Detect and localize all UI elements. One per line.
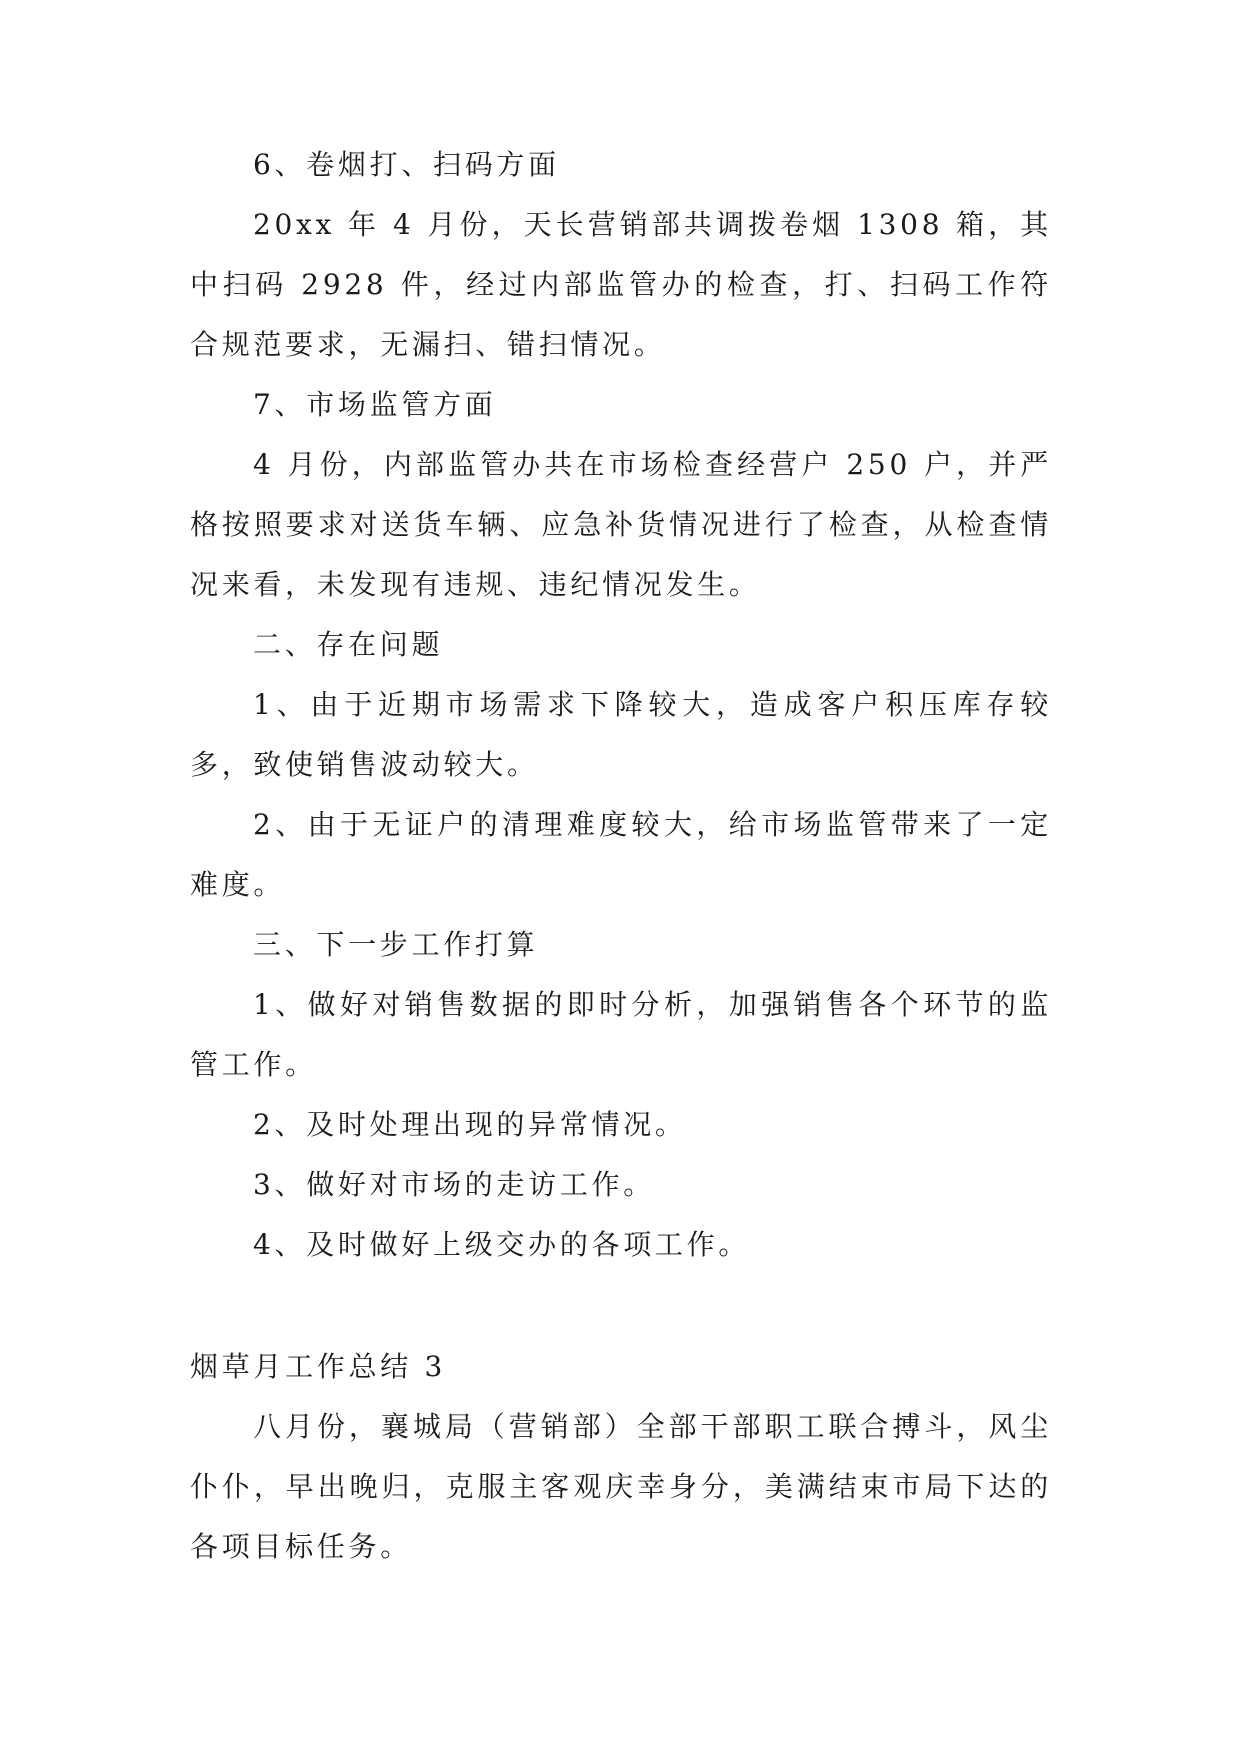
section-spacer (190, 1275, 1052, 1337)
subheading-cigarette-scanning: 6、卷烟打、扫码方面 (253, 148, 560, 181)
paragraph-next-step-4: 4、及时做好上级交办的各项工作。 (253, 1228, 751, 1261)
paragraph-next-step-1: 1、做好对销售数据的即时分析，加强销售各个环节的监管工作。 (190, 988, 1052, 1081)
paragraph-next-step-2: 2、及时处理出现的异常情况。 (253, 1108, 687, 1141)
paragraph-market-supervision: 4 月份，内部监管办共在市场检查经营户 250 户，并严格按照要求对送货车辆、应急补货情况进行了检查，从检查情况来看，未发现有违规、违纪情况发生。 (190, 448, 1052, 601)
section-title: 烟草月工作总结 3 (190, 1350, 447, 1383)
document-body (190, 135, 1052, 1577)
paragraph-next-step-3: 3、做好对市场的走访工作。 (253, 1168, 655, 1201)
paragraph-august-summary: 八月份，襄城局（营销部）全部干部职工联合搏斗，风尘仆仆，早出晚归，克服主客观庆幸身分，美满结束市局下达的各项目标任务。 (190, 1410, 1052, 1563)
heading-next-steps: 三、下一步工作打算 (253, 928, 539, 961)
paragraph-problem-1: 1、由于近期市场需求下降较大，造成客户积压库存较多，致使销售波动较大。 (190, 688, 1052, 781)
paragraph-scanning-details: 20xx 年 4 月份，天长营销部共调拨卷烟 1308 箱，其中扫码 2928 件，经过内部监管办的检查，打、扫码工作符合规范要求，无漏扫、错扫情况。 (190, 208, 1052, 361)
heading-existing-problems: 二、存在问题 (253, 628, 444, 661)
subheading-market-supervision: 7、市场监管方面 (253, 388, 497, 421)
paragraph-problem-2: 2、由于无证户的清理难度较大，给市场监管带来了一定难度。 (190, 808, 1052, 901)
